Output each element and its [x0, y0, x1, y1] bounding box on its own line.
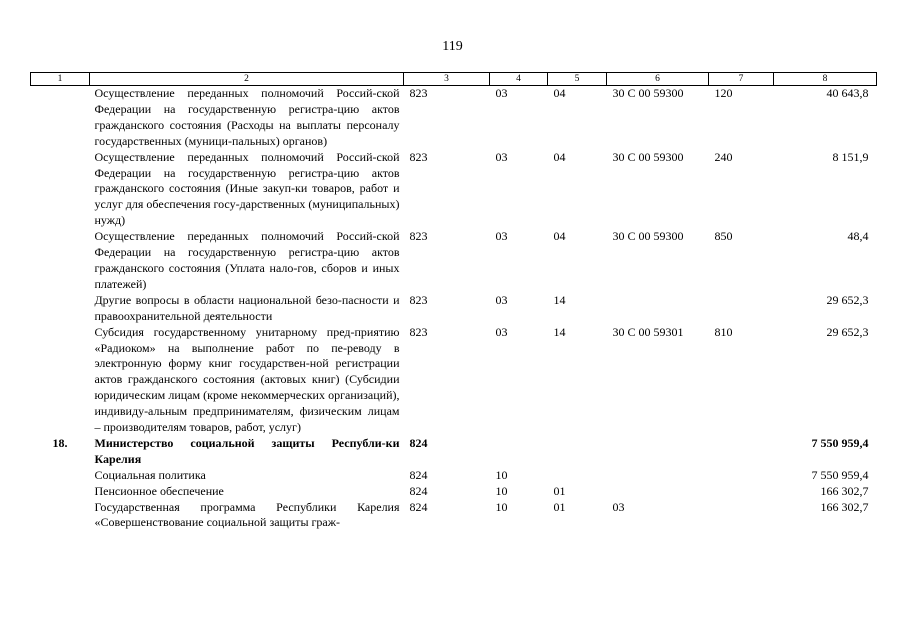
ministry-code: 823	[409, 324, 428, 339]
column-header-1: 1	[31, 73, 90, 86]
section-code	[490, 436, 548, 468]
section-code: 03	[495, 86, 508, 100]
expense-type-code	[709, 293, 774, 325]
subsection-code: 01	[553, 499, 566, 514]
target-article-code	[607, 436, 709, 468]
expense-type-code: 810	[714, 324, 733, 339]
ministry-code: 824	[409, 435, 428, 450]
target-article-code: 30 С 00 59300	[612, 86, 684, 100]
amount-value: 166 302,7	[820, 483, 869, 498]
target-article-code: 30 С 00 59300	[612, 149, 684, 164]
column-header-5: 5	[548, 73, 607, 86]
target-article-code	[607, 293, 709, 325]
expense-type-code	[709, 436, 774, 468]
column-header-6: 6	[607, 73, 709, 86]
table-row	[31, 325, 877, 436]
row-number	[31, 468, 90, 484]
section-code: 03	[495, 149, 508, 164]
row-number	[31, 325, 90, 436]
section-code: 03	[495, 229, 508, 244]
expense-type-code	[709, 500, 774, 532]
ministry-code: 823	[409, 229, 428, 244]
expense-type-code: 240	[714, 149, 733, 164]
table-row	[31, 436, 877, 468]
page-number: 119	[442, 39, 463, 54]
section-code: 03	[495, 292, 508, 307]
section-code: 10	[495, 467, 508, 482]
column-header-3: 3	[404, 73, 490, 86]
header-row	[31, 73, 877, 86]
amount-value: 29 652,3	[826, 292, 869, 307]
ministry-code: 823	[409, 86, 428, 100]
subsection-code: 14	[553, 324, 566, 339]
amount-value: 7 550 959,4	[811, 467, 869, 482]
target-article-code: 30 С 00 59300	[612, 229, 684, 244]
ministry-code: 824	[409, 467, 428, 482]
row-number	[31, 150, 90, 230]
table-body	[31, 86, 877, 532]
table-row	[31, 150, 877, 230]
row-name: Осуществление переданных полномочий Россий-ской Федерации на государственную регистра-цию актов гражданского состояния (Уплата нало-гов, сборов и иных платежей)	[94, 229, 400, 291]
table-row	[31, 229, 877, 293]
section-code: 03	[495, 324, 508, 339]
ministry-code: 824	[409, 483, 428, 498]
row-number	[31, 484, 90, 500]
subsection-code: 14	[553, 292, 566, 307]
ministry-code: 823	[409, 149, 428, 164]
row-number	[31, 86, 90, 150]
row-name: Государственная программа Республики Карелия «Совершенствование социальной защиты граж-	[94, 499, 400, 530]
target-article-code: 30 С 00 59301	[612, 324, 684, 339]
amount-value: 40 643,8	[826, 86, 869, 100]
row-name: Осуществление переданных полномочий Россий-ской Федерации на государственную регистра-цию актов гражданского состояния (Расходы на выплаты персоналу государственных (муници-пальных) органов)	[94, 86, 400, 148]
row-name: Другие вопросы в области национальной безо-пасности и правоохранительной деятельности	[94, 292, 400, 323]
expense-type-code	[709, 484, 774, 500]
subsection-code	[548, 468, 607, 484]
subsection-code: 04	[553, 86, 566, 100]
row-name: Субсидия государственному унитарному пред-приятию «Радиоком» на выполнение работ по пе-реводу в электронную форму книг государствен-ной регистрации актов гражданского состояния (актовых книг) (Субсидии юридическим лицам (кроме некоммерческих организаций), индивиду-альным предпринимателям, физическим лицам – производителям товаров, работ, услуг)	[94, 324, 400, 435]
expense-type-code: 850	[714, 229, 733, 244]
ministry-code: 823	[409, 292, 428, 307]
target-article-code	[607, 484, 709, 500]
amount-value: 48,4	[847, 229, 869, 244]
row-number	[31, 293, 90, 325]
row-number	[31, 229, 90, 293]
column-header-2: 2	[90, 73, 404, 86]
target-article-code	[607, 468, 709, 484]
section-code: 10	[495, 499, 508, 514]
amount-value: 166 302,7	[820, 499, 869, 514]
subsection-code	[548, 436, 607, 468]
row-name: Социальная политика	[94, 467, 206, 482]
table-row	[31, 468, 877, 484]
table-row	[31, 484, 877, 500]
amount-value: 8 151,9	[832, 149, 869, 164]
amount-value: 7 550 959,4	[811, 435, 869, 450]
table-row	[31, 500, 877, 532]
subsection-code: 04	[553, 149, 566, 164]
row-number	[31, 500, 90, 532]
target-article-code: 03	[612, 499, 625, 514]
subsection-code: 01	[553, 483, 566, 498]
amount-value: 29 652,3	[826, 324, 869, 339]
expense-type-code	[709, 468, 774, 484]
expense-type-code: 120	[714, 86, 733, 100]
row-name: Осуществление переданных полномочий Россий-ской Федерации на государственную регистра-цию актов гражданского состояния (Иные закуп-ки товаров, работ и услуг для обеспечения госу-дарственных (муниципальных) нужд)	[94, 149, 400, 228]
budget-table	[30, 72, 877, 531]
ministry-code: 824	[409, 499, 428, 514]
subsection-code: 04	[553, 229, 566, 244]
table-row	[31, 86, 877, 150]
row-number: 18.	[52, 435, 68, 450]
column-header-4: 4	[490, 73, 548, 86]
column-header-8: 8	[774, 73, 877, 86]
row-name: Пенсионное обеспечение	[94, 483, 224, 498]
section-code: 10	[495, 483, 508, 498]
row-name: Министерство социальной защиты Республи-ки Карелия	[94, 435, 400, 466]
table-row	[31, 293, 877, 325]
column-header-7: 7	[709, 73, 774, 86]
